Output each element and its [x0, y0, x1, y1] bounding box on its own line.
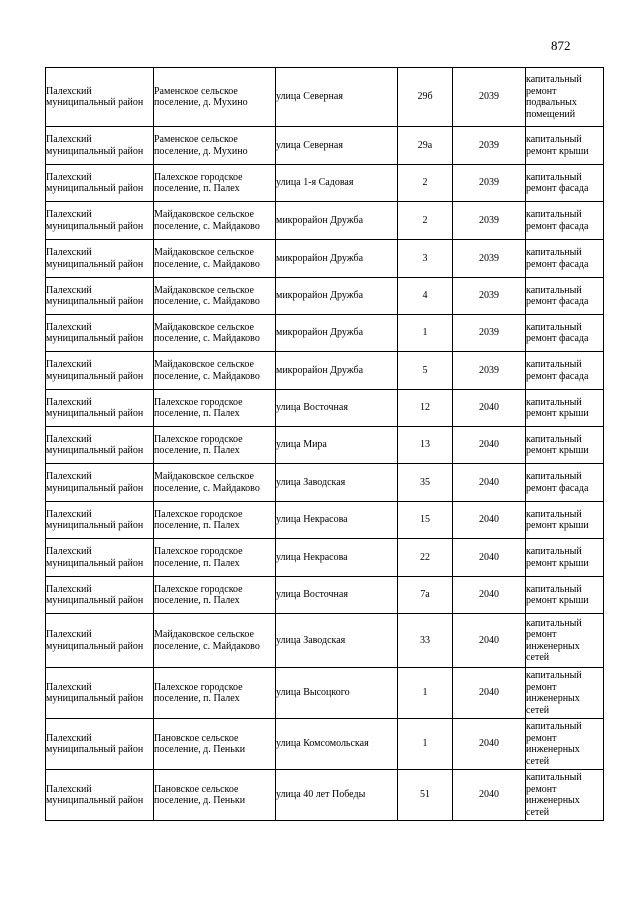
work-type-cell: капитальный ремонт фасада — [526, 202, 604, 240]
street-cell: улица Северная — [276, 68, 398, 127]
house-number-cell: 1 — [398, 315, 453, 352]
work-type-cell: капитальный ремонт инженерных сетей — [526, 614, 604, 668]
district-cell: Палехский муниципальный район — [46, 668, 154, 719]
table-row — [46, 127, 604, 165]
table-row — [46, 165, 604, 202]
settlement-cell: Раменское сельское поселение, д. Мухино — [154, 68, 276, 127]
table-row — [46, 427, 604, 464]
table-row — [46, 668, 604, 719]
district-cell: Палехский муниципальный район — [46, 614, 154, 668]
district-cell: Палехский муниципальный район — [46, 427, 154, 464]
table-row — [46, 202, 604, 240]
year-cell: 2039 — [453, 165, 526, 202]
year-cell: 2040 — [453, 577, 526, 614]
district-cell: Палехский муниципальный район — [46, 719, 154, 770]
house-number-cell: 35 — [398, 464, 453, 502]
year-cell: 2039 — [453, 352, 526, 390]
district-cell: Палехский муниципальный район — [46, 390, 154, 427]
house-number-cell: 2 — [398, 202, 453, 240]
settlement-cell: Майдаковское сельское поселение, с. Майдаково — [154, 614, 276, 668]
district-cell: Палехский муниципальный район — [46, 577, 154, 614]
house-number-cell: 1 — [398, 719, 453, 770]
settlement-cell: Майдаковское сельское поселение, с. Майдаково — [154, 464, 276, 502]
year-cell: 2040 — [453, 464, 526, 502]
work-type-cell: капитальный ремонт инженерных сетей — [526, 668, 604, 719]
street-cell: микрорайон Дружба — [276, 352, 398, 390]
work-type-cell: капитальный ремонт фасада — [526, 315, 604, 352]
settlement-cell: Палехское городское поселение, п. Палех — [154, 390, 276, 427]
settlement-cell: Пановское сельское поселение, д. Пеньки — [154, 770, 276, 821]
year-cell: 2040 — [453, 502, 526, 539]
district-cell: Палехский муниципальный район — [46, 770, 154, 821]
district-cell: Палехский муниципальный район — [46, 502, 154, 539]
district-cell: Палехский муниципальный район — [46, 127, 154, 165]
page-number: 872 — [551, 38, 571, 53]
street-cell: улица Восточная — [276, 390, 398, 427]
street-cell: улица Некрасова — [276, 502, 398, 539]
work-type-cell: капитальный ремонт крыши — [526, 577, 604, 614]
house-number-cell: 15 — [398, 502, 453, 539]
work-type-cell: капитальный ремонт крыши — [526, 502, 604, 539]
district-cell: Палехский муниципальный район — [46, 352, 154, 390]
district-cell: Палехский муниципальный район — [46, 315, 154, 352]
table-row — [46, 502, 604, 539]
year-cell: 2039 — [453, 68, 526, 127]
work-type-cell: капитальный ремонт крыши — [526, 539, 604, 577]
house-number-cell: 12 — [398, 390, 453, 427]
table-row — [46, 539, 604, 577]
year-cell: 2040 — [453, 427, 526, 464]
work-type-cell: капитальный ремонт инженерных сетей — [526, 770, 604, 821]
street-cell: улица Комсомольская — [276, 719, 398, 770]
house-number-cell: 33 — [398, 614, 453, 668]
street-cell: улица Восточная — [276, 577, 398, 614]
year-cell: 2039 — [453, 202, 526, 240]
street-cell: микрорайон Дружба — [276, 278, 398, 315]
street-cell: улица Заводская — [276, 614, 398, 668]
street-cell: улица Высоцкого — [276, 668, 398, 719]
district-cell: Палехский муниципальный район — [46, 202, 154, 240]
street-cell: микрорайон Дружба — [276, 315, 398, 352]
work-type-cell: капитальный ремонт фасада — [526, 278, 604, 315]
settlement-cell: Палехское городское поселение, п. Палех — [154, 539, 276, 577]
table-row — [46, 240, 604, 278]
work-type-cell: капитальный ремонт фасада — [526, 240, 604, 278]
house-number-cell: 5 — [398, 352, 453, 390]
table-row — [46, 352, 604, 390]
settlement-cell: Майдаковское сельское поселение, с. Майдаково — [154, 315, 276, 352]
work-type-cell: капитальный ремонт инженерных сетей — [526, 719, 604, 770]
settlement-cell: Майдаковское сельское поселение, с. Майдаково — [154, 278, 276, 315]
street-cell: улица Мира — [276, 427, 398, 464]
work-type-cell: капитальный ремонт фасада — [526, 352, 604, 390]
street-cell: улица Некрасова — [276, 539, 398, 577]
district-cell: Палехский муниципальный район — [46, 68, 154, 127]
house-number-cell: 29б — [398, 68, 453, 127]
year-cell: 2039 — [453, 240, 526, 278]
work-type-cell: капитальный ремонт крыши — [526, 427, 604, 464]
house-number-cell: 1 — [398, 668, 453, 719]
settlement-cell: Майдаковское сельское поселение, с. Майдаково — [154, 240, 276, 278]
house-number-cell: 22 — [398, 539, 453, 577]
street-cell: микрорайон Дружба — [276, 202, 398, 240]
street-cell: микрорайон Дружба — [276, 240, 398, 278]
district-cell: Палехский муниципальный район — [46, 539, 154, 577]
street-cell: улица 40 лет Победы — [276, 770, 398, 821]
settlement-cell: Майдаковское сельское поселение, с. Майдаково — [154, 352, 276, 390]
table-row — [46, 68, 604, 127]
street-cell: улица Северная — [276, 127, 398, 165]
settlement-cell: Палехское городское поселение, п. Палех — [154, 165, 276, 202]
street-cell: улица 1-я Садовая — [276, 165, 398, 202]
year-cell: 2039 — [453, 278, 526, 315]
district-cell: Палехский муниципальный район — [46, 278, 154, 315]
work-type-cell: капитальный ремонт фасада — [526, 165, 604, 202]
table-row — [46, 315, 604, 352]
house-number-cell: 4 — [398, 278, 453, 315]
table-body — [46, 68, 604, 821]
settlement-cell: Палехское городское поселение, п. Палех — [154, 502, 276, 539]
house-number-cell: 7а — [398, 577, 453, 614]
work-type-cell: капитальный ремонт крыши — [526, 390, 604, 427]
district-cell: Палехский муниципальный район — [46, 165, 154, 202]
house-number-cell: 2 — [398, 165, 453, 202]
table-row — [46, 278, 604, 315]
house-number-cell: 29а — [398, 127, 453, 165]
district-cell: Палехский муниципальный район — [46, 240, 154, 278]
house-number-cell: 13 — [398, 427, 453, 464]
work-type-cell: капитальный ремонт подвальных помещений — [526, 68, 604, 127]
district-cell: Палехский муниципальный район — [46, 464, 154, 502]
year-cell: 2040 — [453, 668, 526, 719]
street-cell: улица Заводская — [276, 464, 398, 502]
table-row — [46, 464, 604, 502]
year-cell: 2040 — [453, 614, 526, 668]
settlement-cell: Палехское городское поселение, п. Палех — [154, 668, 276, 719]
year-cell: 2039 — [453, 315, 526, 352]
settlement-cell: Пановское сельское поселение, д. Пеньки — [154, 719, 276, 770]
settlement-cell: Палехское городское поселение, п. Палех — [154, 427, 276, 464]
year-cell: 2040 — [453, 390, 526, 427]
settlement-cell: Майдаковское сельское поселение, с. Майдаково — [154, 202, 276, 240]
table-row — [46, 770, 604, 821]
settlement-cell: Палехское городское поселение, п. Палех — [154, 577, 276, 614]
year-cell: 2039 — [453, 127, 526, 165]
repair-schedule-table — [45, 67, 604, 821]
house-number-cell: 3 — [398, 240, 453, 278]
year-cell: 2040 — [453, 539, 526, 577]
table-row — [46, 614, 604, 668]
year-cell: 2040 — [453, 719, 526, 770]
house-number-cell: 51 — [398, 770, 453, 821]
settlement-cell: Раменское сельское поселение, д. Мухино — [154, 127, 276, 165]
work-type-cell: капитальный ремонт фасада — [526, 464, 604, 502]
work-type-cell: капитальный ремонт крыши — [526, 127, 604, 165]
year-cell: 2040 — [453, 770, 526, 821]
table-row — [46, 577, 604, 614]
table-row — [46, 390, 604, 427]
table-row — [46, 719, 604, 770]
